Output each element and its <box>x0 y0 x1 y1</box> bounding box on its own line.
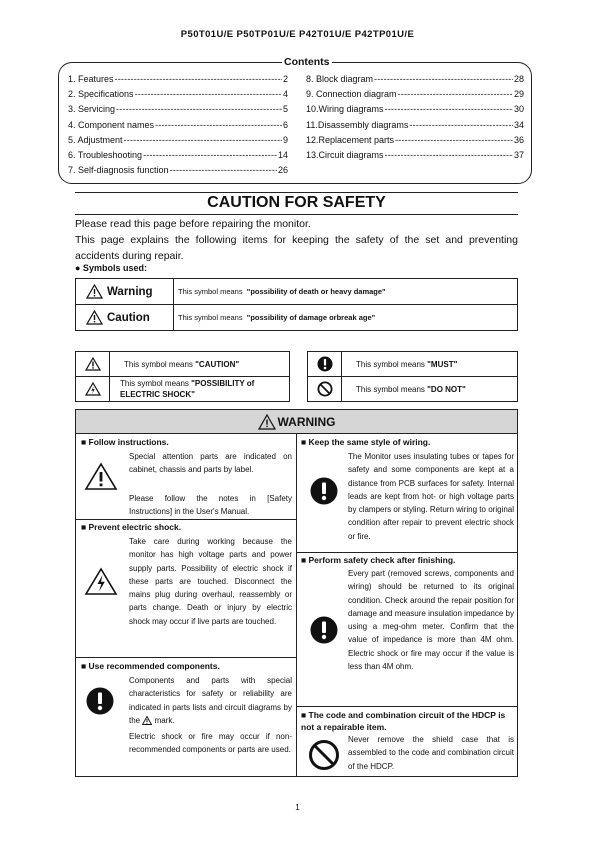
page-number: 1 <box>295 803 300 812</box>
warning-prefix: This symbol means <box>178 287 243 296</box>
section-divider <box>76 519 296 520</box>
safety-check-title: ■ Perform safety check after finishing. <box>301 555 456 565</box>
recommended-components-text-2: Electric shock or fire may occur if non-recommended components or parts are used. <box>129 732 292 755</box>
table-row: This symbol means "CAUTION" This symbol means "MUST" <box>76 352 518 377</box>
toc-entry[interactable]: 4. Component names ----- 6 <box>68 118 288 133</box>
toc-entry[interactable]: 8. Block diagram ----- 28 <box>306 72 524 87</box>
symbols-used-label: ● Symbols used: <box>75 263 147 273</box>
toc-entry[interactable]: 11.Disassembly diagrams ----- 34 <box>306 118 524 133</box>
toc-entry[interactable]: 5. Adjustment ----- 9 <box>68 133 288 148</box>
toc-entry[interactable]: 12.Replacement parts ----- 36 <box>306 133 524 148</box>
same-wiring-text: The Monitor uses insulating tubes or tapes for safety and some components are kept at a distance from PCB surfaces for safety. Internal leads are kept from hot- or high voltage parts by clampers or styling. Return wiring to original condition after repair to prevent electric shock or fire. <box>348 452 514 541</box>
warning-meaning: "possibility of death or heavy damage" <box>246 287 386 296</box>
toc-entry[interactable]: 13.Circuit diagrams ----- 37 <box>306 148 524 163</box>
toc-entry[interactable]: 9. Connection diagram ----- 29 <box>306 87 524 102</box>
toc-entry[interactable]: 3. Servicing ----- 5 <box>68 102 288 117</box>
caution-triangle-icon <box>142 716 152 725</box>
caution-triangle-icon <box>258 414 276 430</box>
prevent-shock-title: ■ Prevent electric shock. <box>81 522 182 532</box>
page-title: CAUTION FOR SAFETY <box>207 194 386 211</box>
hdcp-text: Never remove the shield case that is assembled to the code and combination circuit of the HDCP. <box>348 735 514 771</box>
column-divider <box>296 434 297 777</box>
must-exclamation-circle-icon <box>310 616 338 644</box>
follow-instructions-text-1: Special attention parts are indicated on cabinet, chassis and parts by label. <box>129 452 292 475</box>
caution-triangle-icon <box>86 310 103 325</box>
warning-label: Warning <box>107 285 153 298</box>
section-divider <box>76 657 296 658</box>
electric-shock-triangle-icon <box>85 382 101 396</box>
toc-entry[interactable]: 7. Self-diagnosis function ----- 26 <box>68 163 288 178</box>
must-exclamation-circle-icon <box>310 477 338 505</box>
follow-instructions-title: ■ Follow instructions. <box>81 437 169 447</box>
caution-label: Caution <box>107 311 150 324</box>
toc-entry[interactable]: 10.Wiring diagrams ----- 30 <box>306 102 524 117</box>
toc-right-column <box>306 72 524 163</box>
severity-table <box>75 278 518 331</box>
model-numbers: P50T01U/E P50TP01U/E P42T01U/E P42TP01U/E <box>180 29 415 40</box>
prevent-shock-text: Take care during working because the monitor has high voltage parts and power supply parts. Possibility of electric shock if these parts are touched. Disconnect the mains plug during overhaul, reassembly or parts change. Death or injury by electric shock may occur if live parts are touched. <box>129 537 292 626</box>
table-row <box>76 305 518 331</box>
title-rule-top <box>75 192 518 193</box>
follow-instructions-text-2: Please follow the notes in [Safety Instructions] in the User's Manual. <box>129 494 292 517</box>
safety-check-text: Every part (removed screws, components and wiring) should be returned to its original condition. Check around the repair position for damage and measure insulation impedance by using a meg-ohm meter. Confirm that the value of impedance is more than 4M ohm. Electric shock or fire may occur if the value is less than 4M ohm. <box>348 569 514 672</box>
symbol-legend-table <box>75 351 518 402</box>
title-rule-bottom <box>75 214 518 215</box>
section-divider <box>297 706 517 707</box>
caution-triangle-icon <box>86 284 103 299</box>
electric-shock-triangle-icon <box>84 567 118 596</box>
section-divider <box>297 552 517 553</box>
toc-entry[interactable]: 1. Features ----- 2 <box>68 72 288 87</box>
intro-line-2: This page explains the following items for keeping the safety of the set and preventing accidents during repair. <box>75 234 518 262</box>
toc-entry[interactable]: 2. Specifications ----- 4 <box>68 87 288 102</box>
prohibition-circle-icon <box>317 381 333 397</box>
toc-left-column <box>68 72 288 178</box>
caution-meaning: "possibility of damage orbreak age" <box>246 313 376 322</box>
prohibition-circle-icon <box>308 739 340 771</box>
recommended-components-title: ■ Use recommended components. <box>81 661 220 671</box>
toc-entry[interactable]: 6. Troubleshooting ----- 14 <box>68 148 288 163</box>
caution-triangle-icon <box>84 462 118 491</box>
warning-heading: WARNING <box>75 409 518 434</box>
caution-triangle-icon <box>85 357 101 371</box>
must-exclamation-circle-icon <box>86 687 114 715</box>
recommended-components-text-1: Components and parts with special characteristics for safety or reliability are indicated in parts lists and circuit diagrams by the mark. <box>129 676 292 725</box>
intro-line-1: Please read this page before repairing the monitor. <box>75 218 311 230</box>
table-row <box>76 279 518 305</box>
hdcp-title: ■ The code and combination circuit of the HDCP is not a repairable item. <box>301 710 506 732</box>
same-wiring-title: ■ Keep the same style of wiring. <box>301 437 431 447</box>
caution-prefix: This symbol means <box>178 313 243 322</box>
must-exclamation-circle-icon <box>317 356 333 372</box>
contents-title: Contents <box>284 56 330 68</box>
table-row: This symbol means "POSSIBILITY of ELECTRIC SHOCK" This symbol means "DO NOT" <box>76 377 518 402</box>
